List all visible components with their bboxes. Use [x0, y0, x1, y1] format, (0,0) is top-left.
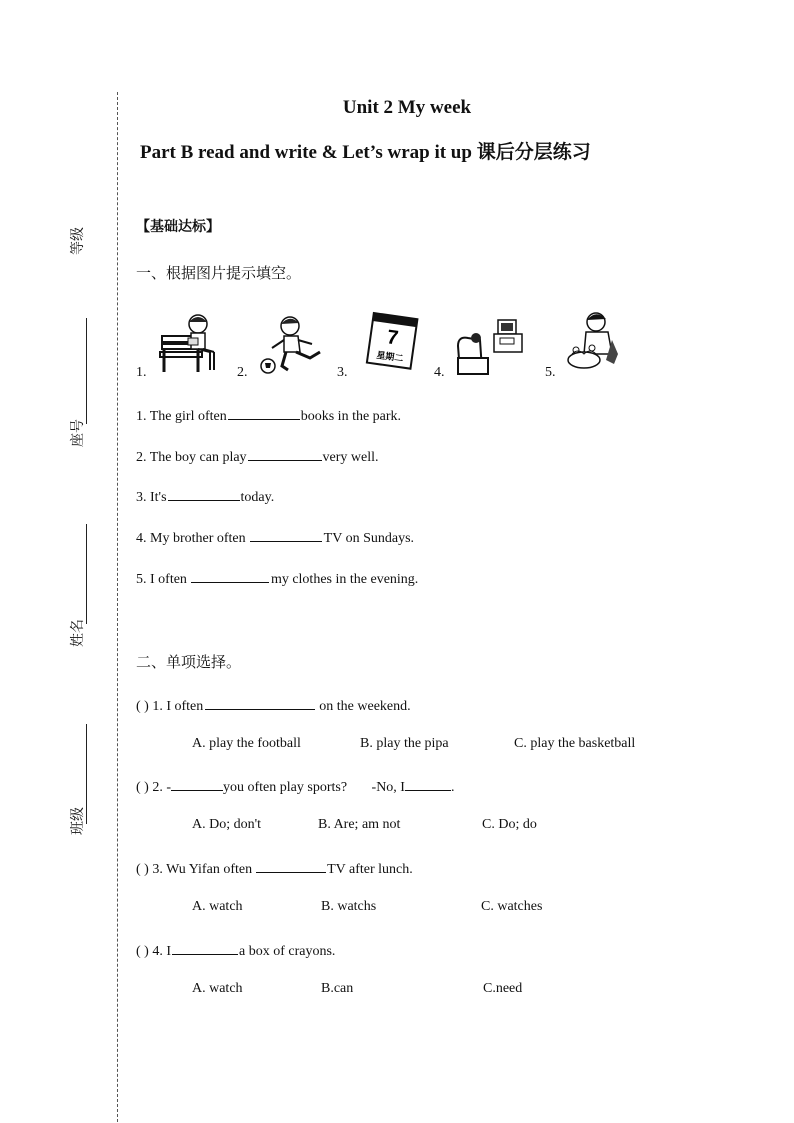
question-text: 2. The boy can play	[136, 450, 247, 465]
question-text: 3. Wu Yifan often	[152, 862, 253, 877]
question-text: 2. -	[152, 780, 171, 795]
calendar-day: 7	[385, 326, 400, 350]
calendar-image	[362, 310, 424, 374]
answer-paren[interactable]: ( )	[136, 944, 149, 959]
q3-option-c[interactable]: C. watches	[481, 899, 543, 914]
girl-reading-bench-image	[158, 312, 220, 376]
name-label: 姓名	[70, 619, 86, 647]
answer-blank	[405, 776, 451, 791]
question-text: TV on Sundays.	[323, 531, 415, 546]
grade-label: 等级	[70, 227, 86, 255]
answer-blank	[256, 858, 326, 873]
answer-paren[interactable]: ( )	[136, 699, 149, 714]
question-text: today.	[240, 490, 275, 505]
q1-option-c[interactable]: C. play the basketball	[514, 736, 636, 751]
fill-question-2	[136, 446, 379, 466]
question-text: 4. My brother often	[136, 531, 246, 546]
question-text: you often play sports? -No, I	[223, 780, 405, 795]
q3-option-b[interactable]: B. watchs	[321, 899, 377, 914]
question-text: very well.	[322, 450, 379, 465]
choice-question-4	[136, 940, 335, 960]
pic-number-3: 3.	[337, 365, 348, 380]
question-text: my clothes in the evening.	[270, 572, 419, 587]
q4-option-b[interactable]: B.can	[321, 981, 354, 996]
class-label: 班级	[70, 807, 86, 835]
answer-paren[interactable]: ( )	[136, 862, 149, 877]
question-text: on the weekend.	[319, 699, 411, 714]
answer-blank	[172, 940, 238, 955]
choice-question-1	[136, 695, 411, 715]
answer-blank	[205, 695, 315, 710]
question-text: 3. It's	[136, 490, 167, 505]
fill-question-3	[136, 486, 274, 506]
seat-label: 座号	[70, 419, 86, 447]
watching-tv-image	[452, 318, 526, 378]
page-subtitle: Part B read and write & Let’s wrap it up 课后分层练习	[140, 142, 591, 163]
question-text: 5. I often	[136, 572, 187, 587]
page-title: Unit 2 My week	[342, 97, 472, 118]
question-text: TV after lunch.	[327, 862, 413, 877]
q2-option-a[interactable]: A. Do; don't	[192, 817, 262, 832]
q2-option-c[interactable]: C. Do; do	[482, 817, 537, 832]
choice-question-2	[136, 776, 454, 796]
q4-option-a[interactable]: A. watch	[192, 981, 243, 996]
answer-blank[interactable]	[250, 527, 322, 542]
fill-question-4	[136, 527, 414, 547]
binding-dashed-line	[117, 92, 118, 1122]
pic-number-5: 5.	[545, 365, 556, 380]
answer-blank	[171, 776, 223, 791]
question-text: 1. I often	[152, 699, 204, 714]
q1-option-a[interactable]: A. play the football	[192, 736, 301, 751]
answer-blank[interactable]	[228, 405, 300, 420]
pic-number-1: 1.	[136, 365, 147, 380]
q2-option-b[interactable]: B. Are; am not	[318, 817, 401, 832]
answer-paren[interactable]: ( )	[136, 780, 149, 795]
question-text: .	[450, 780, 455, 795]
answer-blank[interactable]	[248, 446, 322, 461]
q1-option-b[interactable]: B. play the pipa	[360, 736, 449, 751]
boy-washing-clothes-image	[562, 310, 622, 376]
section1-heading: 一、根据图片提示填空。	[136, 264, 302, 282]
pic-number-2: 2.	[237, 365, 248, 380]
calendar-weekday: 星期二	[375, 350, 404, 365]
question-text: 1. The girl often	[136, 409, 227, 424]
answer-blank[interactable]	[191, 568, 269, 583]
q3-option-a[interactable]: A. watch	[192, 899, 243, 914]
question-text: 4. I	[152, 944, 171, 959]
class-field-line[interactable]	[86, 724, 87, 824]
name-field-line[interactable]	[86, 524, 87, 624]
seat-field-line[interactable]	[86, 318, 87, 424]
answer-blank[interactable]	[168, 486, 240, 501]
question-text: books in the park.	[300, 409, 402, 424]
section2-heading: 二、单项选择。	[136, 653, 242, 671]
pic-number-4: 4.	[434, 365, 445, 380]
boy-football-image	[258, 314, 328, 376]
fill-question-5	[136, 568, 418, 588]
question-text: a box of crayons.	[239, 944, 336, 959]
q4-option-c[interactable]: C.need	[483, 981, 523, 996]
level-label: 【基础达标】	[136, 219, 220, 235]
fill-question-1	[136, 405, 401, 425]
choice-question-3	[136, 858, 413, 878]
